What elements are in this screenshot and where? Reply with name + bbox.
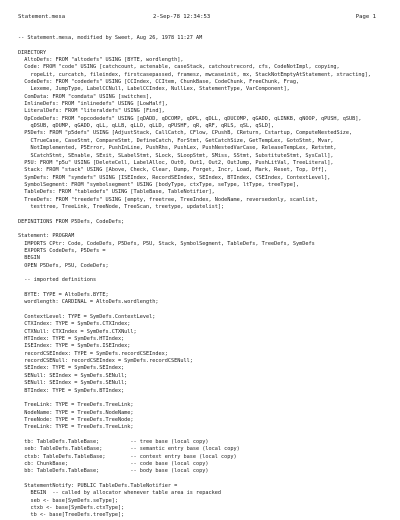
code-line: TreeNode: TYPE = TreeDefs.TreeNode;	[18, 416, 134, 423]
code-line: testtree, TreeLink, TreeNode, TreeScan, treetype, updatelist];	[18, 203, 225, 210]
code-line: CTXNull: CTXIndex = SymDefs.CTXNull;	[18, 328, 137, 335]
code-line: recordCSENull: recordCSEIndex = SymDefs.recordCSENull;	[18, 358, 193, 365]
code-line	[18, 432, 384, 439]
code-line	[18, 270, 384, 277]
code-line: ctxb: TableDefs.TableBase; -- context entry base (local copy)	[18, 453, 237, 460]
code-line: tb: TableDefs.TableBase; -- tree base (local copy)	[18, 438, 209, 445]
code-line: ctxb <- base[SymDefs.ctxType];	[18, 505, 125, 511]
code-line: -- Statement.mesa, modified by Sweet, Aug 26, 1978 11:27 AM	[18, 35, 203, 41]
code-line: BYTE: TYPE = AltoDefs.BYTE;	[18, 292, 109, 299]
code-line: AltoDefs: FROM "altodefs" USING [BYTE, wordlength],	[18, 57, 184, 64]
code-line: SEIndex: TYPE = SymDefs.SEIndex;	[18, 365, 125, 372]
code-line: tb <- base[TreeDefs.treeType];	[18, 512, 125, 519]
code-line	[18, 211, 384, 218]
code-line: seb: TableDefs.TableBase; -- semantic entry base (local copy)	[18, 446, 240, 453]
code-line: Lexeme, JumpType, LabelCCNull, LabelCCIndex, NullLex, StatementType, VarComponent],	[18, 86, 290, 93]
code-line: NodeName: TYPE = TreeDefs.NodeName;	[18, 409, 134, 416]
code-line: P5Defs: FROM "p5defs" USING [AdjustStack, CallCatch, CFlow, CPushB, CReturn, Cstartup, ComputeNestedSize,	[18, 130, 353, 137]
code-line	[18, 307, 384, 314]
code-line: SENull: SEIndex = SymDefs.SENull;	[18, 372, 128, 379]
code-line: TreeLink: TYPE = TreeDefs.TreeLink;	[18, 402, 134, 409]
code-line: ISEIndex: TYPE = SymDefs.ISEIndex;	[18, 343, 131, 350]
code-line: OpCodeDefs: FROM "opcodedefs" USING [qDADD, qDCOMP, qDPL, qDLL, qDUCOMP, qGADD, qLINKB, qNOOP, qPUSH, qSUB],	[18, 115, 362, 122]
code-line	[18, 285, 384, 292]
code-line: InlineDefs: FROM "inlinedefs" USING [LowHalf],	[18, 101, 168, 108]
code-line: qDSUB, qDUMP, qGADD, qLL, qLLB, qLLO, qLLD, qPUSHF, qR, qRF, qRLS, qSL, qSLD],	[18, 123, 275, 130]
code-line: BEGIN -- called by allocator whenever table area is repacked	[18, 490, 222, 497]
source-listing	[18, 35, 384, 519]
code-line: DIRECTORY	[18, 49, 47, 56]
code-line: Statement: PROGRAM	[18, 233, 75, 240]
code-line: ComData: FROM "comdata" USING [switches],	[18, 93, 153, 100]
code-line: EXPORTS CodeDefs, P5Defs =	[18, 247, 106, 254]
code-line: DEFINITIONS FROM P5Defs, CodeDefs;	[18, 218, 125, 225]
code-line: SCatchStmt, SEnable, SExit, SLabelStmt, SLock, SLoopStmt, SMiss, SStmt, SubstituteStmt, SysCall],	[18, 152, 334, 159]
code-line: IMPORTS CPtr: Code, CodeDefs, P5Defs, P5U, Stack, SymbolSegment, TableDefs, TreeDefs, SymDefs	[18, 240, 315, 247]
code-line: cb: ChunkBase; -- code base (local copy)	[18, 460, 209, 467]
code-line: BTIndex: TYPE = SymDefs.BTIndex;	[18, 387, 125, 394]
code-line: SymbolSegment: FROM "symbolsegment" USING [bodyType, ctxType, seType, ltType, treeType],	[18, 181, 300, 188]
code-line: SENull: SEIndex = SymDefs.SENull;	[18, 380, 128, 387]
code-line: TreeDefs: FROM "treedefs" USING [empty, freetree, TreeIndex, NodeName, reversedonly, scanlist,	[18, 196, 318, 203]
code-line: Code: FROM "code" USING [catchcount, actenable, caseStack, catchoutrecord, cfs, CodeNotImpl, copying,	[18, 64, 340, 71]
code-line	[18, 42, 384, 49]
code-line: CTXIndex: TYPE = SymDefs.CTXIndex;	[18, 321, 131, 328]
header-filename: Statement.mesa	[18, 14, 66, 20]
code-line: SymDefs: FROM "symdefs" USING [ISEIndex, RecordSEIndex, SEIndex, BTIndex, CSEIndex, ContextLevel],	[18, 174, 331, 181]
code-line	[18, 226, 384, 233]
header-page-number: Page 1	[355, 14, 376, 20]
code-line: TableDefs: FROM "tabledefs" USING [TableBase, TableNotifier],	[18, 189, 215, 196]
code-line: bb: TableDefs.TableBase; -- body base (local copy)	[18, 468, 209, 475]
code-line: recordCSEIndex: TYPE = SymDefs.recordCSEIndex;	[18, 350, 168, 357]
code-line: P5U: FROM "p5u" USING [DeleteCell, LabelAlloc, Out0, Out1, Out2, OutJump, PushLitVal, TreeLiteral],	[18, 159, 334, 166]
code-line: HTIndex: TYPE = SymDefs.HTIndex;	[18, 336, 125, 343]
code-line: wordlength: CARDINAL = AltoDefs.wordlength;	[18, 299, 159, 306]
code-line	[18, 395, 384, 402]
code-line: ropeLit, curcatch, fileindex, firstcasepassed, framesz, mwcaseinit, mx, StackNotEmptyAtStatement, xtracting],	[18, 71, 371, 78]
code-line: LiteralDefs: FROM "literaldefs" USING [Find],	[18, 108, 165, 115]
code-line: ContextLevel: TYPE = SymDefs.ContextLevel;	[18, 314, 156, 321]
code-line: StatementNotify: PUBLIC TableDefs.TableNotifier =	[18, 482, 178, 489]
code-line: -- imported definitions	[18, 277, 97, 284]
code-line: CodeDefs: FROM "codedefs" USING [CCIndex, CCItem, ChunkBase, CodeChunk, FreeChunk, Frag,	[18, 79, 300, 86]
code-line: BEGIN	[18, 255, 40, 262]
header-date: 2-Sep-78 12:34:53	[153, 14, 211, 20]
code-line: Stack: FROM "stack" USING [Above, Check, Clear, Dump, Forget, Incr, Load, Mark, Reset, Top, Off],	[18, 167, 328, 174]
code-line: CTrueCase, CaseStmt, CompareStmt, DefineCatch, ForStmt, GetCatchSize, GetTempLex, GotoStmt, Mvar,	[18, 137, 334, 144]
code-line: TreeLink: TYPE = TreeDefs.TreeLink;	[18, 424, 134, 431]
code-line: seb <- base[SymDefs.seType];	[18, 497, 118, 504]
code-line	[18, 476, 384, 483]
code-line: NotImplemented, P5Error, PushInLine, PushRhs, PushLex, PushNestedVarCase, ReleaseTempLex, Retstmt,	[18, 145, 337, 152]
code-line: OPEN P5Defs, P5U, CodeDefs;	[18, 262, 109, 269]
